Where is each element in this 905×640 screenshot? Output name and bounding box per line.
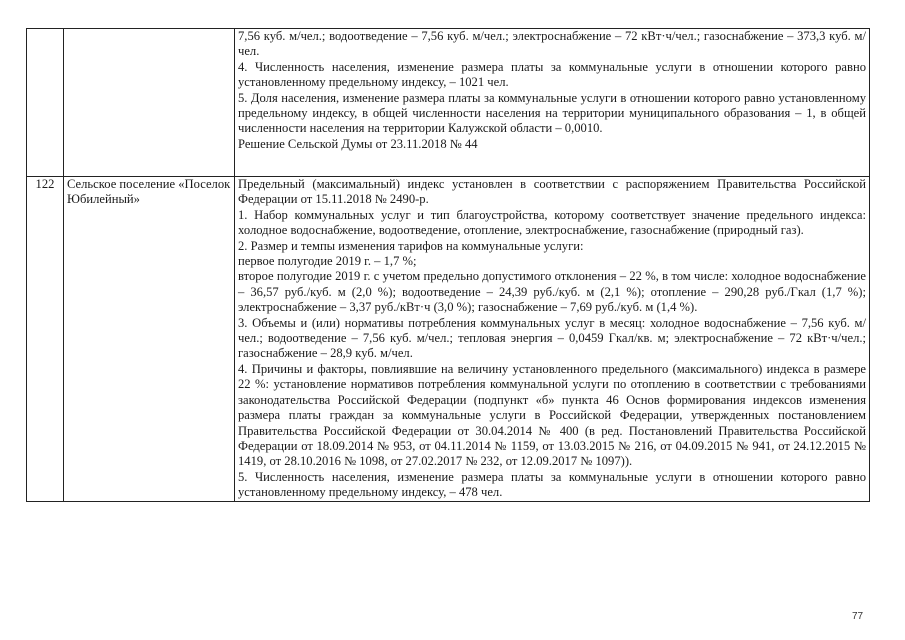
table-row <box>27 29 870 177</box>
tariff-table <box>26 28 870 502</box>
paragraph: 5. Численность населения, изменение размера платы за коммунальные услуги в отношении которого равно установленному предельному индексу, – 478 чел. <box>238 469 866 500</box>
municipality-name-cell: Сельское поселение «Поселок Юбилейный» <box>64 177 235 502</box>
paragraph: Предельный (максимальный) индекс установлен в соответствии с распоряжением Правительства Российской Федерации от 15.11.2018 № 2490-р. <box>238 177 866 207</box>
paragraph: 2. Размер и темпы изменения тарифов на коммунальные услуги: <box>238 238 584 253</box>
paragraph: 4. Причины и факторы, повлиявшие на величину установленного предельного (максимального) индекса в размере 22 %: установление нормативов потребления коммунальной услуги по отоплению в соответствии с требованиями законодательства Российской Федерации (подпункт «б» пункта 46 Основ формирования индексов изменения размера платы граждан за коммунальные услуги в Российской Федерации, утвержденных постановлением Правительства Российской Федерации от 30.04.2014 № 400 (в ред. Постановлений Правительства Российской Федерации от 18.09.2014 № 953, от 04.11.2014 № 1159, от 13.03.2015 № 216, от 04.09.2015 № 941, от 24.12.2015 № 1419, от 28.10.2016 № 1098, от 27.02.2017 № 232, от 12.09.2017 № 1097)). <box>238 361 866 469</box>
table-row <box>27 177 870 502</box>
paragraph: 1. Набор коммунальных услуг и тип благоустройства, которому соответствует значение предельного индекса: холодное водоснабжение, водоотведение, отопление, электроснабжение, газоснабжение (природный газ). <box>238 207 866 238</box>
description-cell <box>235 177 870 502</box>
paragraph: 3. Объемы и (или) нормативы потребления коммунальных услуг в месяц: холодное водоснабжение – 7,56 куб. м/чел.; водоотведение – 7,56 куб. м/чел.; тепловая энергия – 0,0459 Гкал/кв. м; электроснабжение – 72 кВт·ч/чел.; газоснабжение – 28,9 куб. м/чел. <box>238 315 866 361</box>
paragraph: первое полугодие 2019 г. – 1,7 %; <box>238 254 417 269</box>
page-number: 77 <box>852 611 864 622</box>
row-number-cell: 122 <box>27 177 64 502</box>
paragraph: 7,56 куб. м/чел.; водоотведение – 7,56 куб. м/чел.; электроснабжение – 72 кВт·ч/чел.; газоснабжение – 373,3 куб. м/чел. <box>238 29 866 59</box>
municipality-name-cell <box>64 29 235 177</box>
paragraph: второе полугодие 2019 г. с учетом предельно допустимого отклонения – 22 %, в том числе: холодное водоснабжение – 36,57 руб./куб. м (2,0 %); водоотведение – 24,39 руб./куб. м (2,1 %); отопление – 290,28 руб./Гкал (1,7 %); электроснабжение – 3,37 руб./кВт·ч (3,0 %); газоснабжение – 7,69 руб./куб. м (1,4 %). <box>238 269 866 315</box>
paragraph: Решение Сельской Думы от 23.11.2018 № 44 <box>238 136 478 151</box>
row-number-cell <box>27 29 64 177</box>
paragraph: 4. Численность населения, изменение размера платы за коммунальные услуги в отношении которого равно установленному предельному индексу, – 1021 чел. <box>238 59 866 90</box>
description-cell <box>235 29 870 177</box>
paragraph: 5. Доля населения, изменение размера платы за коммунальные услуги в отношении которого равно установленному предельному индексу, в общей численности населения на территории муниципального образования – 1, в общей численности населения на территории Калужской области – 0,0010. <box>238 90 866 136</box>
